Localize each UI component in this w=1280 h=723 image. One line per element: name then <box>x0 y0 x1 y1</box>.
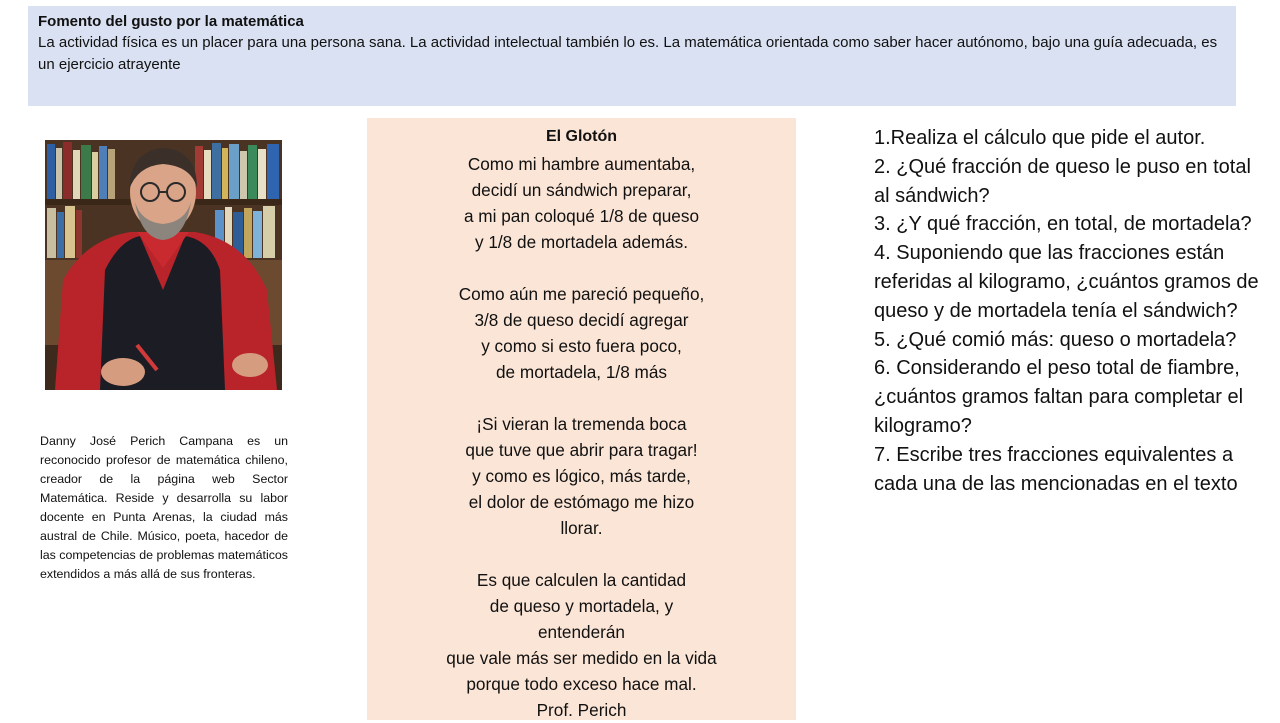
question-item: 3. ¿Y qué fracción, en total, de mortadela? <box>874 213 1252 236</box>
poem-line: ¡Si vieran la tremenda boca <box>476 414 687 434</box>
question-item: 4. Suponiendo que las fracciones están referidas al kilogramo, ¿cuántos gramos de queso y de mortadela tenía el sándwich? <box>874 242 1259 322</box>
question-item: 6. Considerando el peso total de fiambre, ¿cuántos gramos faltan para completar el kilogramo? <box>874 357 1244 437</box>
author-photo <box>45 140 282 390</box>
question-item: 2. ¿Qué fracción de queso le puso en total al sándwich? <box>874 155 1251 207</box>
poem-stanza <box>377 411 786 541</box>
poem-line: 3/8 de queso decidí agregar <box>474 310 689 330</box>
poem-line: el dolor de estómago me hizo <box>468 492 695 512</box>
poem-title: El Glotón <box>545 128 618 145</box>
question-item: 7. Escribe tres fracciones equivalentes a cada una de las mencionadas en el texto <box>874 443 1238 495</box>
poem-line: que vale más ser medido en la vida <box>446 648 717 668</box>
poem-box <box>367 118 796 720</box>
poem-line: Es que calculen la cantidad <box>476 570 687 590</box>
poem-line: entenderán <box>538 622 625 642</box>
header-banner <box>28 6 1236 106</box>
poem-line: decidí un sándwich preparar, <box>471 180 692 200</box>
questions-list <box>874 124 1264 498</box>
author-portrait-image <box>45 140 282 390</box>
poem-line: a mi pan coloqué 1/8 de queso <box>463 206 700 226</box>
banner-title: Fomento del gusto por la matemática <box>38 13 304 30</box>
poem-line: y como es lógico, más tarde, <box>472 466 691 486</box>
author-bio: Danny José Perich Campana es un reconocido profesor de matemática chileno, creador de la página web Sector Matemática. Reside y desarrolla su labor docente en Punta Arenas, la ciudad más austral de Chile. Músico, poeta, hacedor de las competencias de problemas matemáticos extendidos a más allá de sus fronteras. <box>40 434 288 581</box>
poem-line: de queso y mortadela, y <box>489 596 674 616</box>
poem-line: y como si esto fuera poco, <box>481 336 682 356</box>
poem-line: Como aún me pareció pequeño, <box>458 284 705 304</box>
poem-stanza <box>377 151 786 255</box>
question-item: 5. ¿Qué comió más: queso o mortadela? <box>874 328 1237 351</box>
poem-stanza <box>377 281 786 385</box>
banner-text: La actividad física es un placer para una persona sana. La actividad intelectual también lo es. La matemática orientada como saber hacer autónomo, bajo una guía adecuada, es un ejercicio atrayente <box>38 34 1218 73</box>
poem-signature: Prof. Perich <box>536 700 627 720</box>
poem-line: llorar. <box>560 518 603 538</box>
poem-stanza <box>377 567 786 723</box>
poem-line: que tuve que abrir para tragar! <box>465 440 698 460</box>
poem-line: y 1/8 de mortadela además. <box>474 232 689 252</box>
question-item: 1.Realiza el cálculo que pide el autor. <box>874 127 1206 149</box>
poem-line: Como mi hambre aumentaba, <box>467 154 696 174</box>
poem-line: de mortadela, 1/8 más <box>495 362 667 382</box>
poem-line: porque todo exceso hace mal. <box>466 674 697 694</box>
